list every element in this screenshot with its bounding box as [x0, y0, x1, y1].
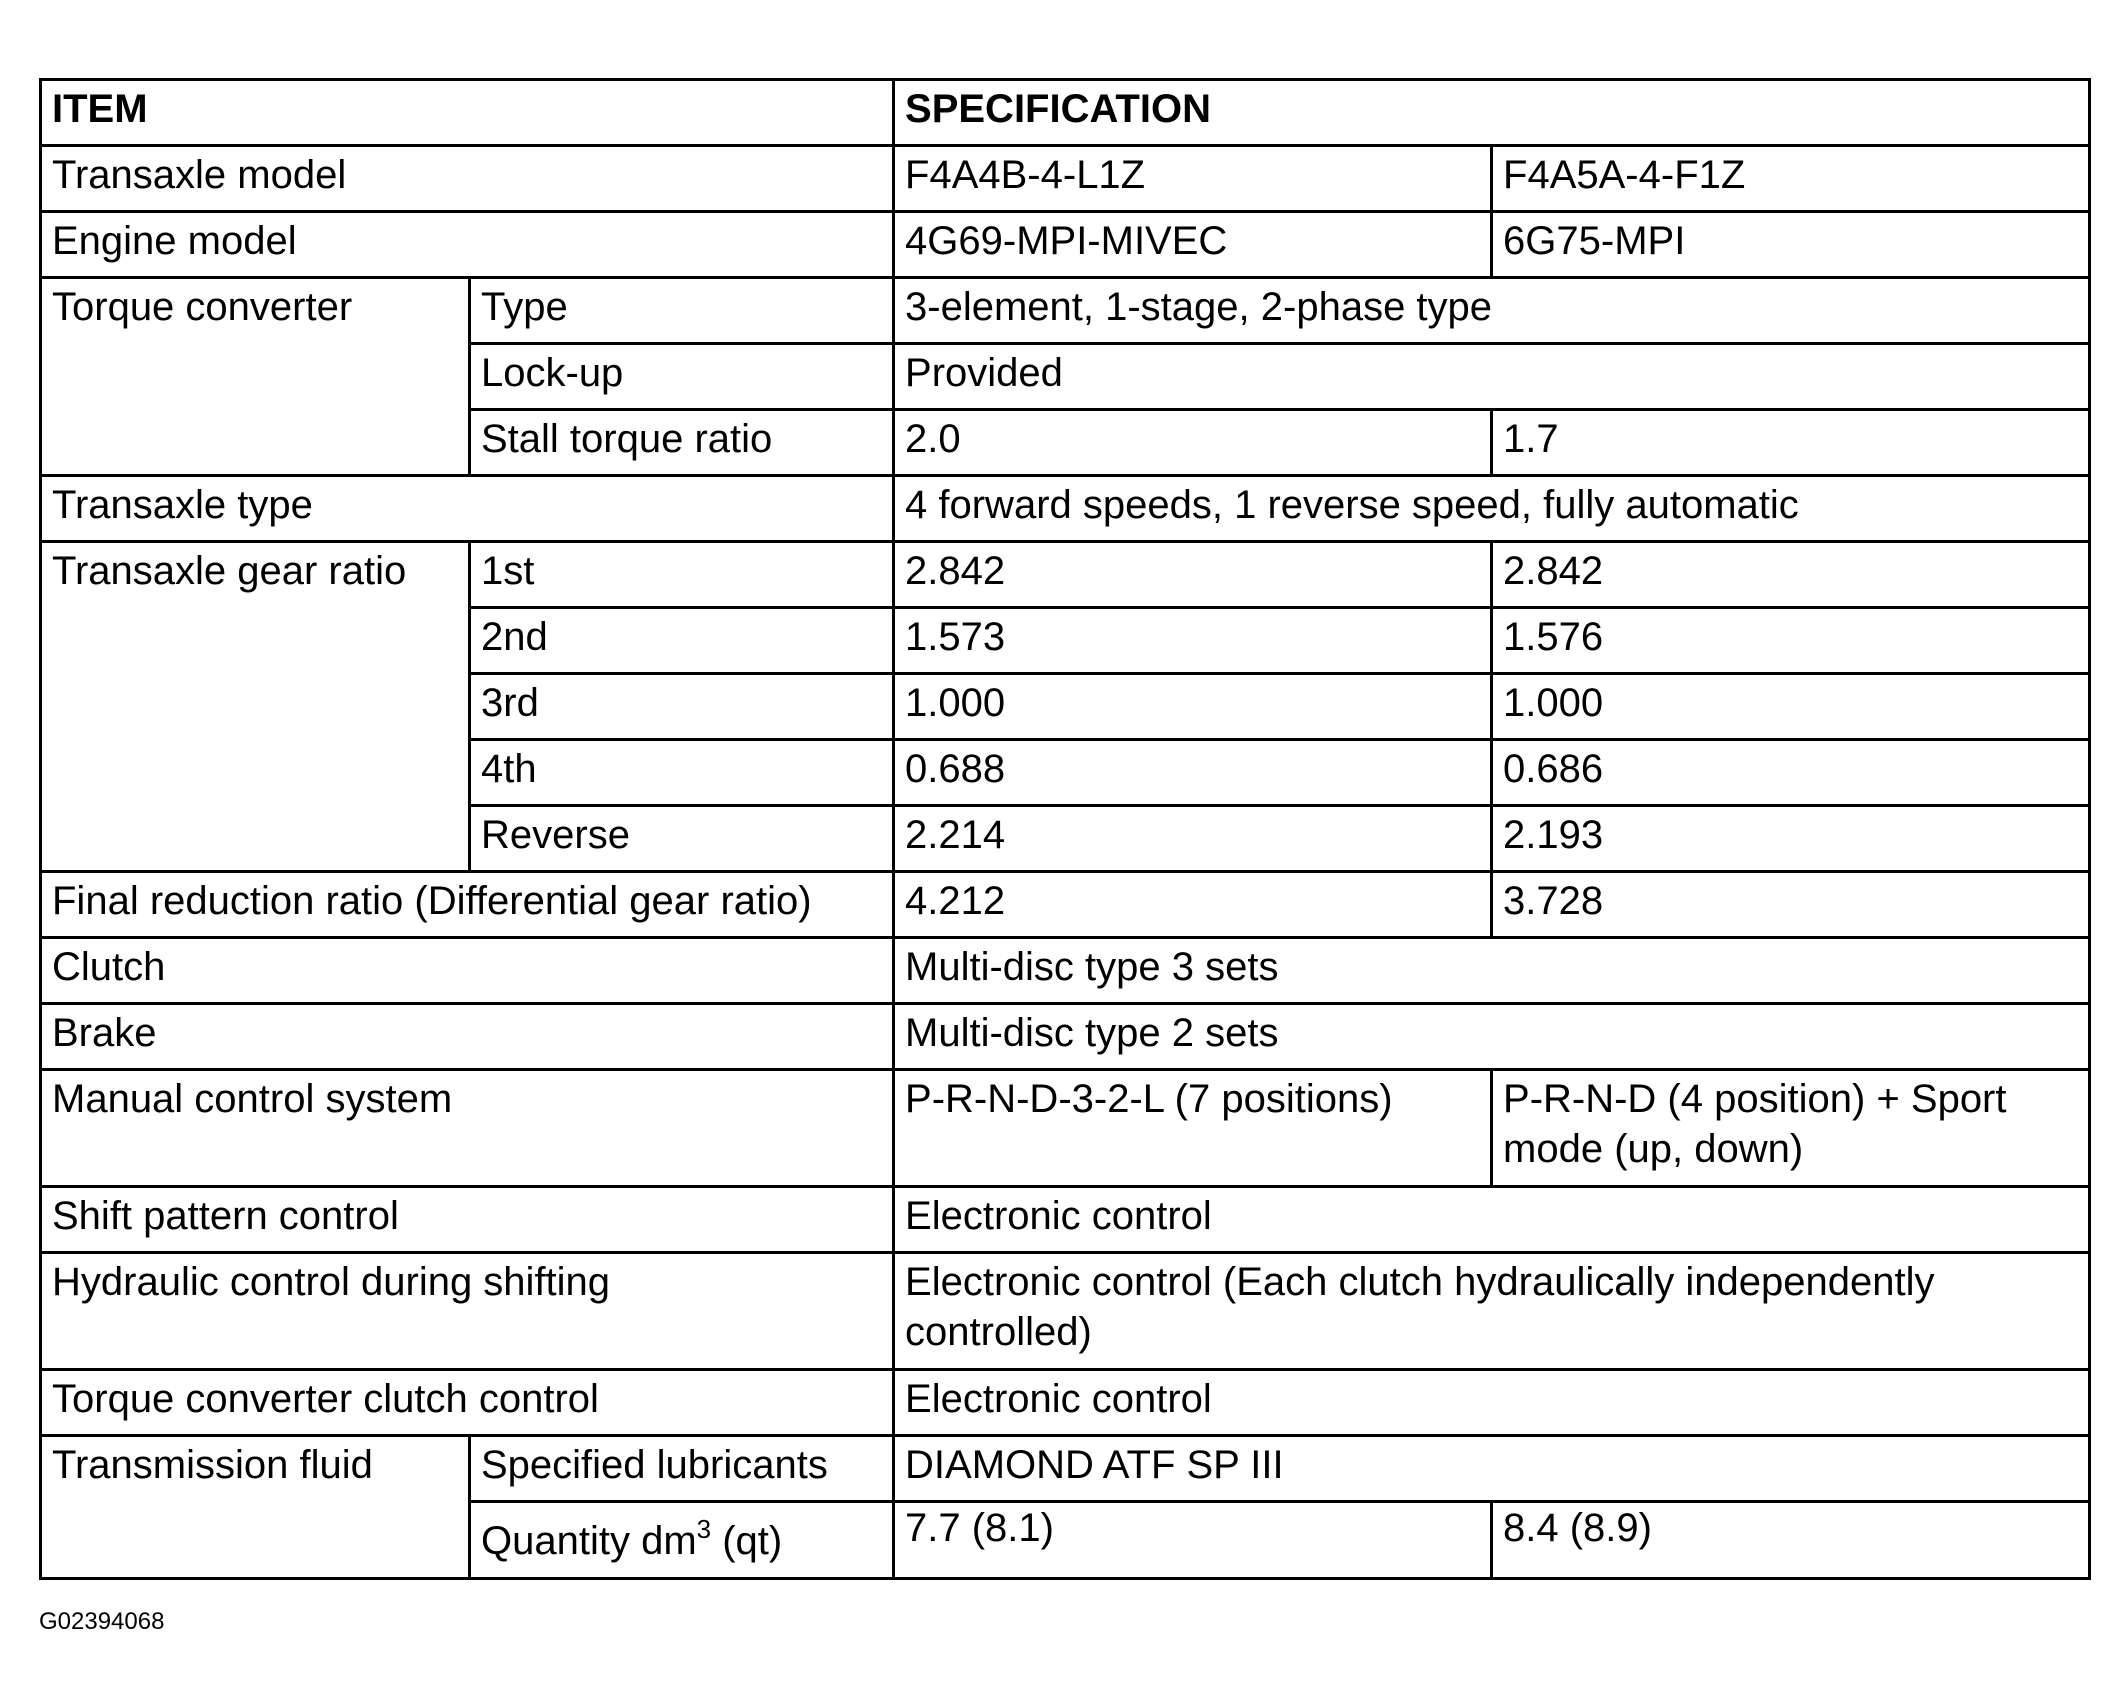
sub-label: Reverse: [470, 806, 894, 872]
sub-label: Stall torque ratio: [470, 410, 894, 476]
spec-table: [39, 78, 2091, 1580]
value: Electronic control (Each clutch hydraulically independently controlled): [894, 1253, 2090, 1370]
value: Electronic control: [894, 1187, 2090, 1253]
row-label: Final reduction ratio (Differential gear ratio): [41, 872, 894, 938]
value: DIAMOND ATF SP III: [894, 1436, 2090, 1502]
sub-label: [470, 1502, 894, 1579]
value-a: 4.212: [894, 872, 1492, 938]
row-label: Transaxle model: [41, 146, 894, 212]
row-label: Brake: [41, 1004, 894, 1070]
value-b: 0.686: [1492, 740, 2090, 806]
row-label: Hydraulic control during shifting: [41, 1253, 894, 1370]
row-label: Shift pattern control: [41, 1187, 894, 1253]
sub-label: Lock-up: [470, 344, 894, 410]
value-a: 1.000: [894, 674, 1492, 740]
value-a: 2.214: [894, 806, 1492, 872]
table-row: [41, 146, 2090, 212]
value-a: 0.688: [894, 740, 1492, 806]
sub-label: 3rd: [470, 674, 894, 740]
row-label: Manual control system: [41, 1070, 894, 1187]
sub-label: 4th: [470, 740, 894, 806]
value: Multi-disc type 3 sets: [894, 938, 2090, 1004]
figure-id: G02394068: [39, 1608, 165, 1635]
table-row: [41, 1370, 2090, 1436]
table-row: [41, 476, 2090, 542]
value-a: 7.7 (8.1): [894, 1502, 1492, 1579]
sub-label: 2nd: [470, 608, 894, 674]
value-b: 1.000: [1492, 674, 2090, 740]
value: Electronic control: [894, 1370, 2090, 1436]
value-b: P-R-N-D (4 position) + Sport mode (up, down): [1492, 1070, 2090, 1187]
header-specification: SPECIFICATION: [894, 80, 2090, 146]
value-b: F4A5A-4-F1Z: [1492, 146, 2090, 212]
row-label: Engine model: [41, 212, 894, 278]
value: 3-element, 1-stage, 2-phase type: [894, 278, 2090, 344]
table-row: [41, 1004, 2090, 1070]
value-a: 4G69-MPI-MIVEC: [894, 212, 1492, 278]
row-label: Torque converter clutch control: [41, 1370, 894, 1436]
table-row: [41, 938, 2090, 1004]
table-row: [41, 278, 2090, 344]
value-a: P-R-N-D-3-2-L (7 positions): [894, 1070, 1492, 1187]
header-item: ITEM: [41, 80, 894, 146]
value-a: 1.573: [894, 608, 1492, 674]
quantity-unit: (qt): [711, 1519, 783, 1563]
value: Provided: [894, 344, 2090, 410]
value-b: 1.7: [1492, 410, 2090, 476]
table-row: [41, 212, 2090, 278]
table-row: [41, 1253, 2090, 1370]
sub-label: Type: [470, 278, 894, 344]
value-b: 8.4 (8.9): [1492, 1502, 2090, 1579]
unit-exponent: 3: [696, 1514, 712, 1544]
group-label: Transmission fluid: [41, 1436, 470, 1579]
sub-label: Specified lubricants: [470, 1436, 894, 1502]
value-a: 2.0: [894, 410, 1492, 476]
quantity-label: Quantity dm: [481, 1519, 697, 1563]
value-b: 2.842: [1492, 542, 2090, 608]
value-a: F4A4B-4-L1Z: [894, 146, 1492, 212]
row-label: Clutch: [41, 938, 894, 1004]
table-row: [41, 1070, 2090, 1187]
sub-label: 1st: [470, 542, 894, 608]
value-b: 2.193: [1492, 806, 2090, 872]
table-row: [41, 1436, 2090, 1502]
header-row: [41, 80, 2090, 146]
table-row: [41, 542, 2090, 608]
table-row: [41, 872, 2090, 938]
table-row: [41, 1187, 2090, 1253]
value-b: 1.576: [1492, 608, 2090, 674]
value-a: 2.842: [894, 542, 1492, 608]
value: Multi-disc type 2 sets: [894, 1004, 2090, 1070]
value: 4 forward speeds, 1 reverse speed, fully automatic: [894, 476, 2090, 542]
value-b: 3.728: [1492, 872, 2090, 938]
row-label: Transaxle type: [41, 476, 894, 542]
group-label: Torque converter: [41, 278, 470, 476]
group-label: Transaxle gear ratio: [41, 542, 470, 872]
value-b: 6G75-MPI: [1492, 212, 2090, 278]
